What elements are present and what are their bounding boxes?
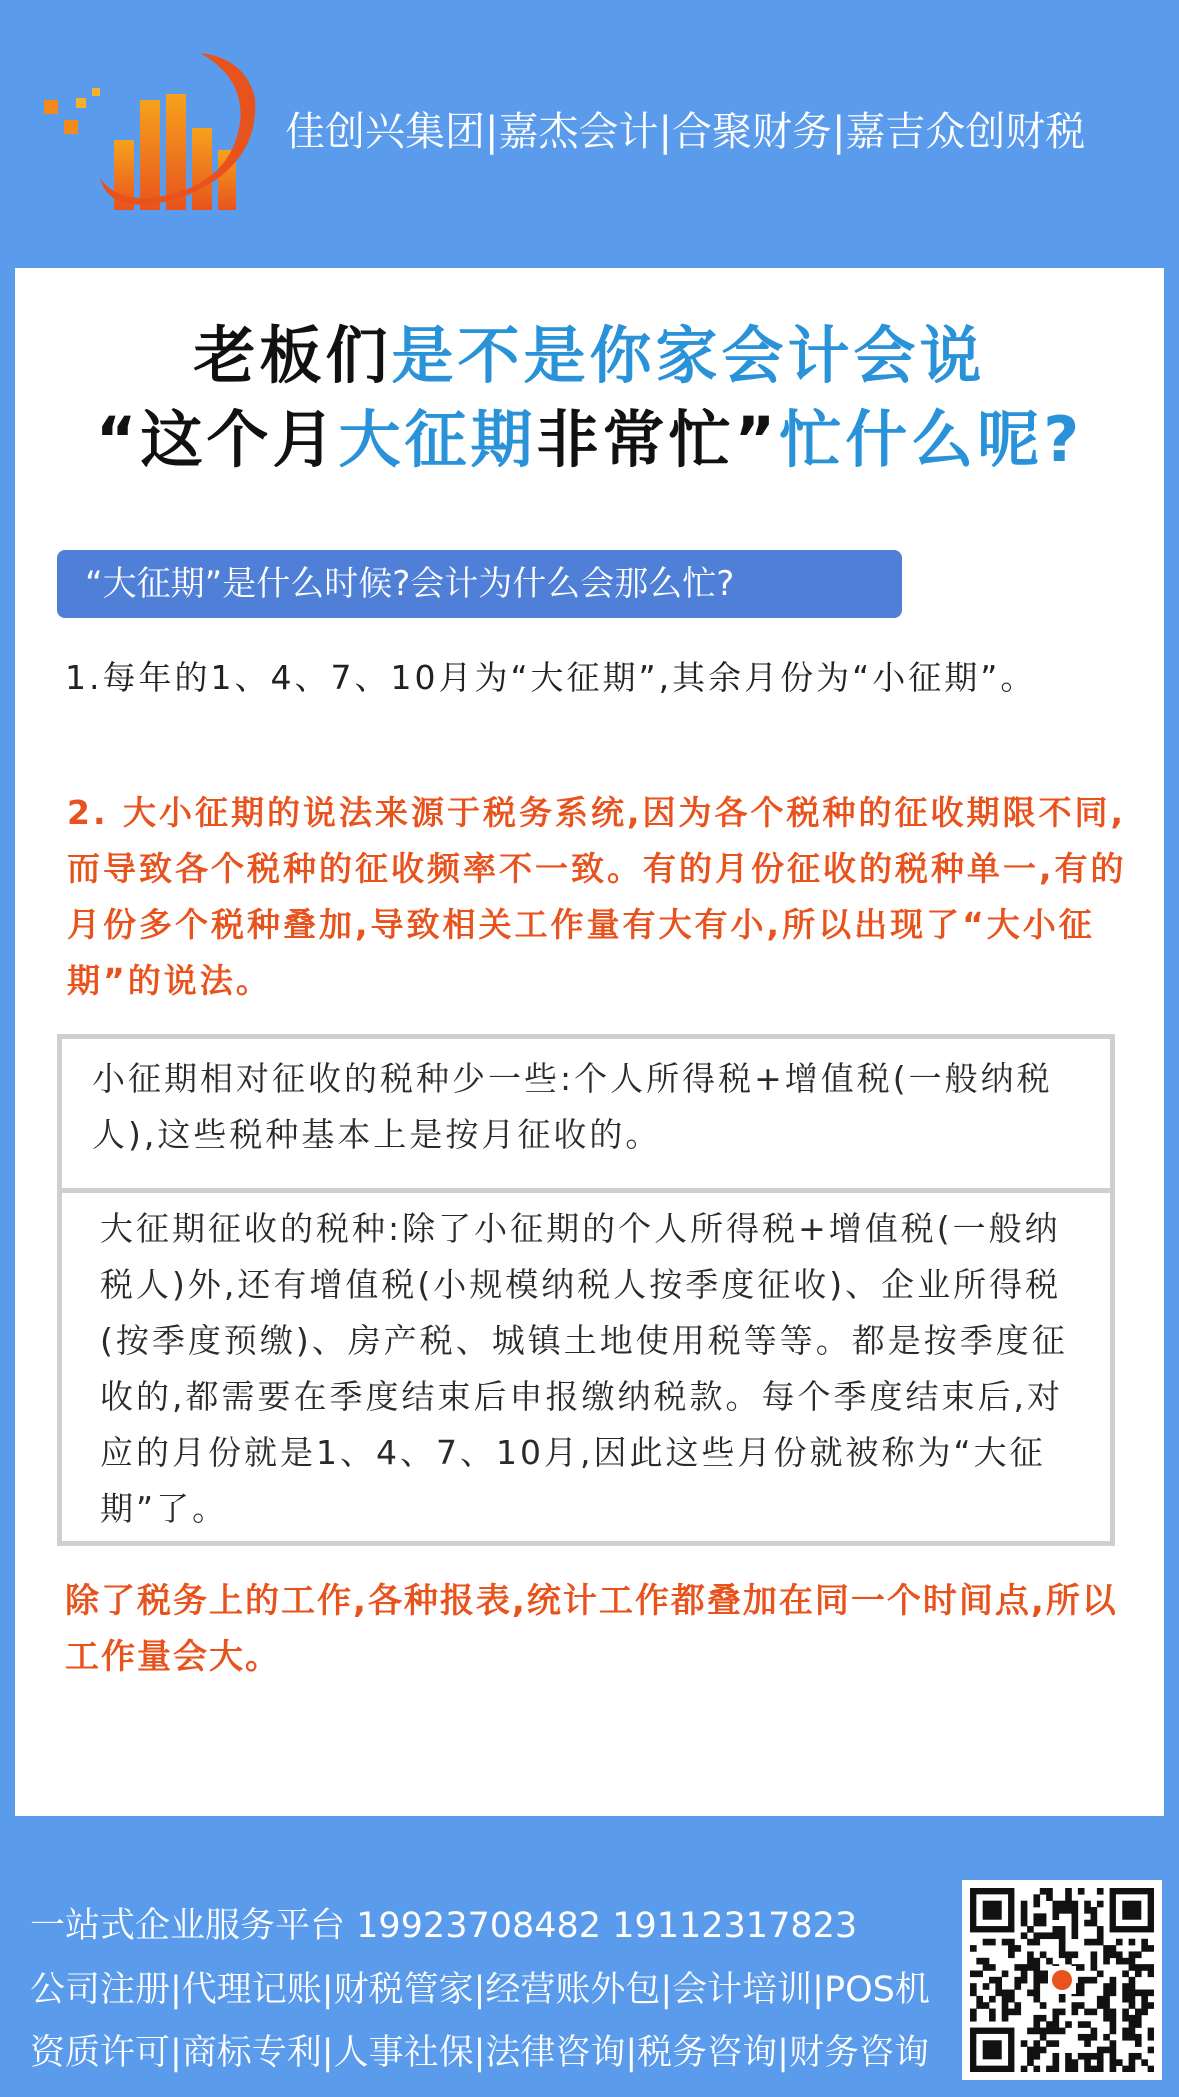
large-period-text: 大征期征收的税种:除了小征期的个人所得税+增值税(一般纳税人)外,还有增值税(小规模纳税人按季度征收)、企业所得税(按季度预缴)、房产税、城镇土地使用税等等。都是按季度征收的,都需要在季度结束后申报缴纳税款。每个季度结束后,对应的月份就是1、4、7、10月,因此这些月份就被称为“大征期”了。	[100, 1209, 1068, 1528]
content-card	[15, 268, 1164, 1816]
headline-black-text: “这个月	[95, 403, 339, 476]
paragraph-3-highlight: 除了税务上的工作,各种报表,统计工作都叠加在同一个时间点,所以工作量会大。	[65, 1581, 1118, 1677]
small-period-box	[57, 1034, 1115, 1194]
small-period-text: 小征期相对征收的税种少一些:个人所得税+增值税(一般纳税人),这些税种基本上是按月征收的。	[92, 1059, 1053, 1154]
headline-line-1	[15, 306, 1164, 395]
company-logo-icon	[40, 48, 270, 218]
section-heading-pill: “大征期”是什么时候?会计为什么会那么忙?	[57, 550, 902, 618]
qr-code-icon	[970, 1888, 1154, 2072]
paragraph-1: 1.每年的1、4、7、10月为“大征期”,其余月份为“小征期”。	[65, 658, 1037, 697]
footer-contact-line: 一站式企业服务平台 19923708482 19112317823	[30, 1906, 858, 1946]
headline-blue-text: 是不是你家会计会说	[391, 319, 986, 392]
paragraph-2-highlight: 2. 大小征期的说法来源于税务系统,因为各个税种的征收期限不同,而导致各个税种的征收频率不一致。有的月份征收的税种单一,有的月份多个税种叠加,导致相关工作量有大有小,所以出现了“大小征期”的说法。	[67, 793, 1127, 1000]
headline-black-text: 老板们	[193, 319, 392, 392]
headline-line-2	[15, 390, 1164, 479]
brand-line: 佳创兴集团|嘉杰会计|合聚财务|嘉吉众创财税	[285, 109, 1086, 155]
footer-services-line-1: 公司注册|代理记账|财税管家|经营账外包|会计培训|POS机	[30, 1970, 930, 2010]
qr-code[interactable]	[962, 1880, 1162, 2080]
headline-blue-text: 忙什么呢?	[779, 403, 1084, 476]
footer-services-line-2: 资质许可|商标专利|人事社保|法律咨询|税务咨询|财务咨询	[30, 2033, 929, 2073]
headline-black-text: 非常忙”	[536, 403, 780, 476]
large-period-box	[57, 1188, 1115, 1546]
headline-blue-text: 大征期	[338, 403, 537, 476]
header-banner	[0, 0, 1179, 265]
